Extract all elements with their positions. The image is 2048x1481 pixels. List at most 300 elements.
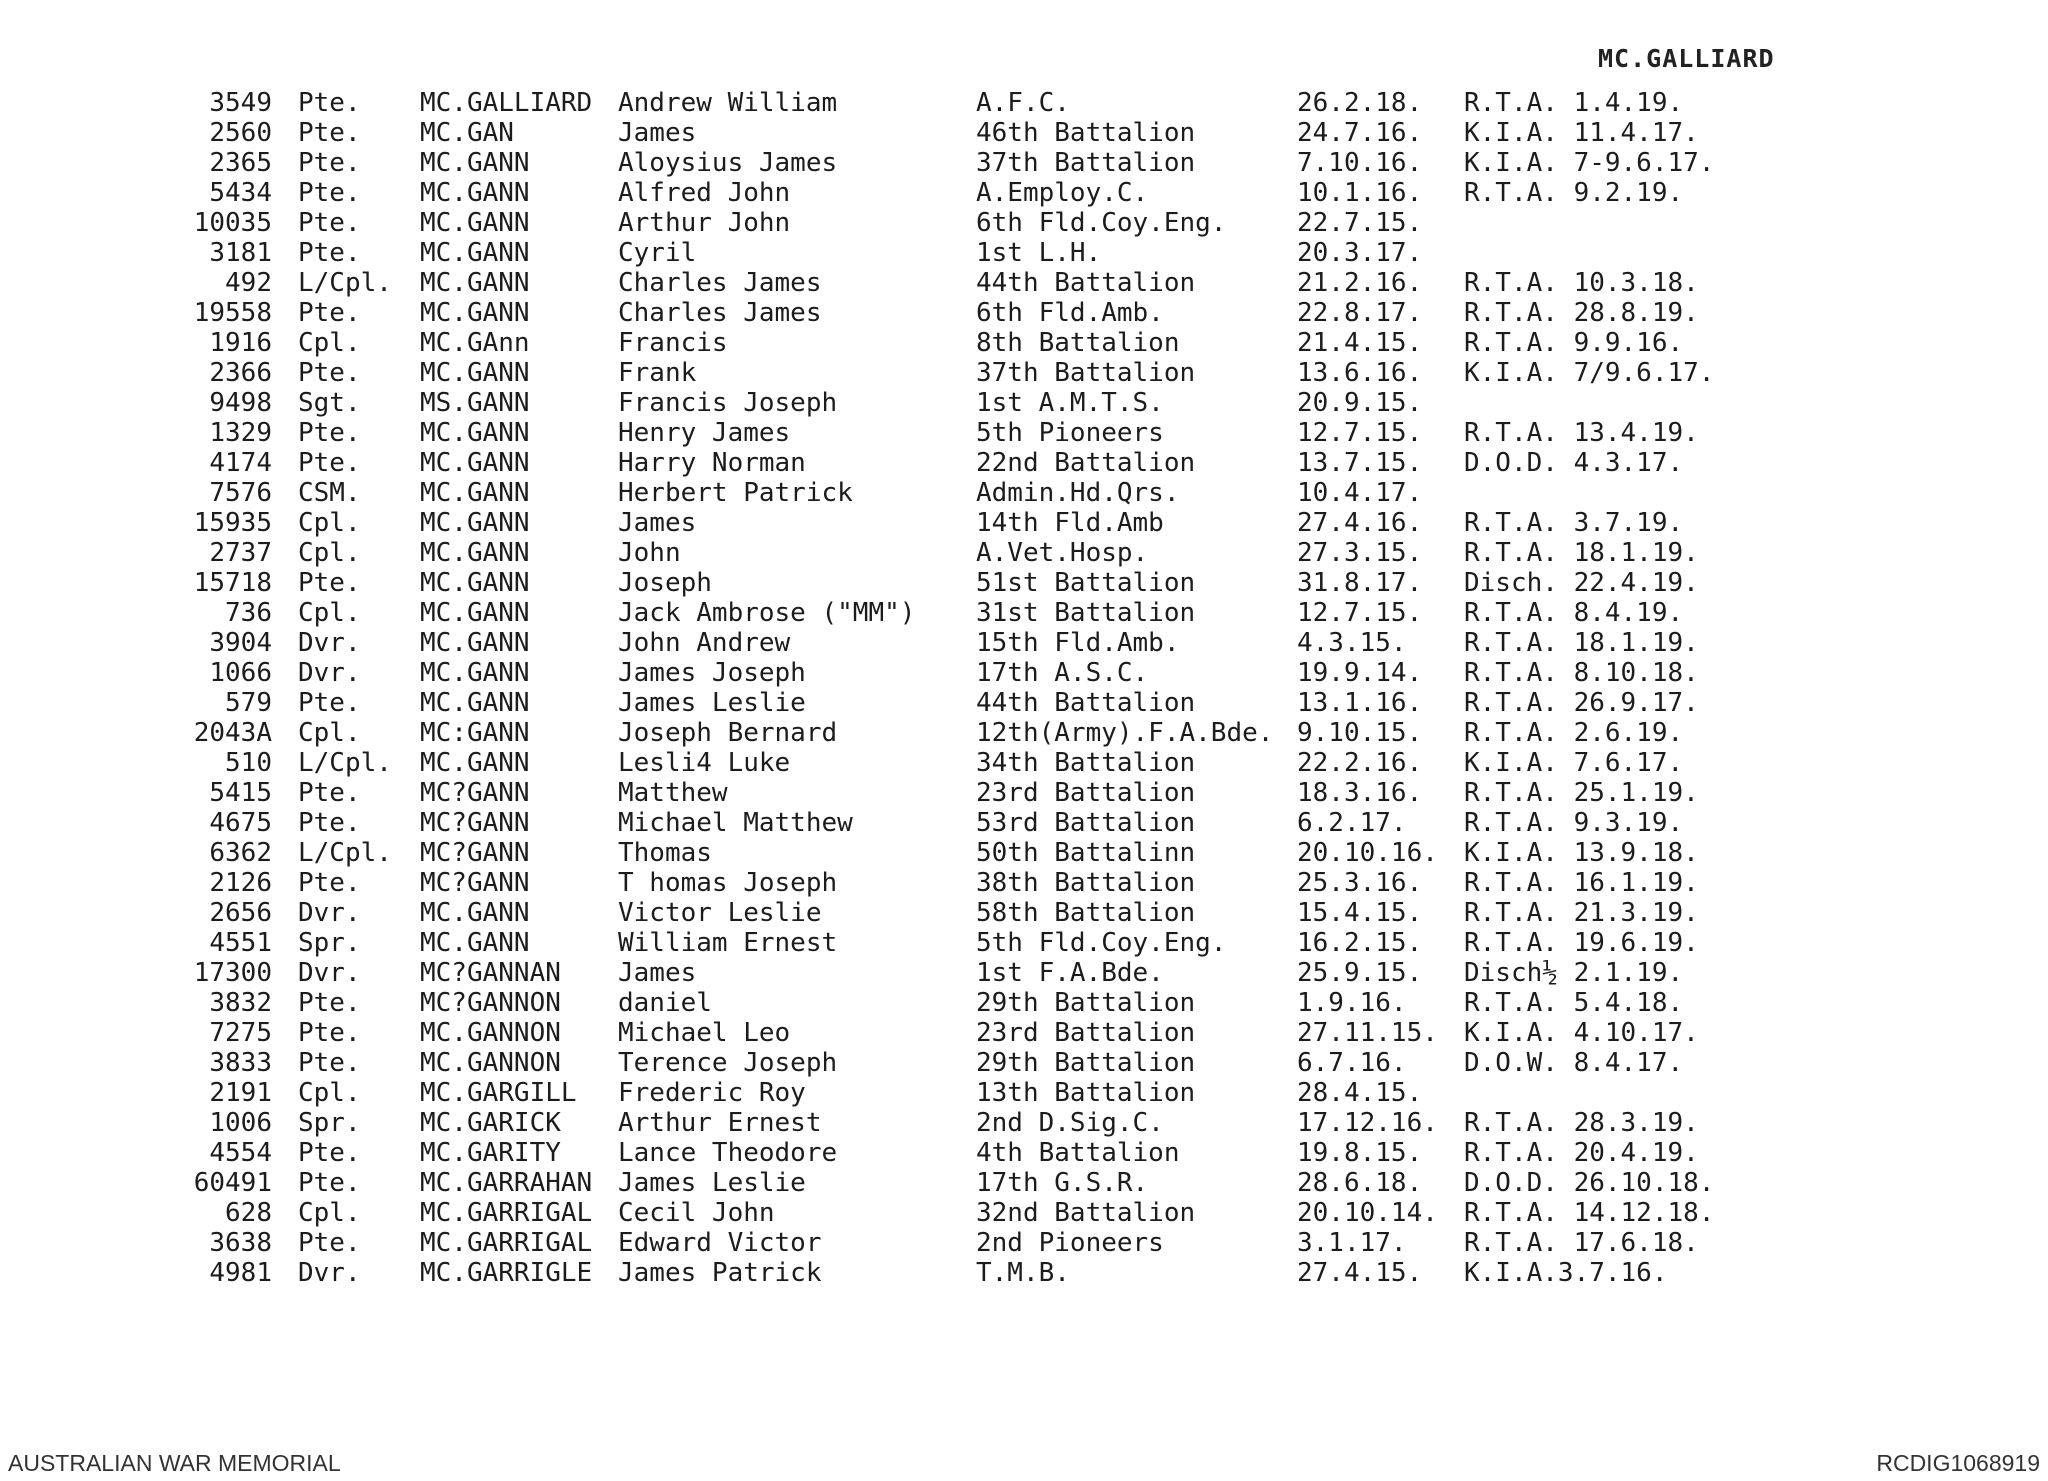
rank: Pte. [298,208,361,238]
roll-row [0,478,2048,508]
unit: 13th Battalion [976,1078,1196,1108]
rank: Pte. [298,178,361,208]
enlistment-date: 6.2.17. [1297,808,1407,838]
given-names: T homas Joseph [618,868,838,898]
given-names: Francis [618,328,728,358]
given-names: Michael Matthew [618,808,853,838]
fate: R.T.A. 5.4.18. [1464,988,1684,1018]
unit: 17th G.S.R. [976,1168,1149,1198]
unit: 44th Battalion [976,688,1196,718]
roll-row [0,598,2048,628]
given-names: James [618,958,697,988]
given-names: Henry James [618,418,791,448]
enlistment-date: 19.8.15. [1297,1138,1423,1168]
surname: MC.GARRIGAL [420,1198,593,1228]
unit: 14th Fld.Amb [976,508,1164,538]
fate: R.T.A. 25.1.19. [1464,778,1699,808]
roll-row [0,988,2048,1018]
unit: 1st L.H. [976,238,1102,268]
surname: MC.GANN [420,568,530,598]
rank: CSM. [298,478,361,508]
rank: Pte. [298,238,361,268]
surname: MC.GANN [420,208,530,238]
surname: MC.GANN [420,658,530,688]
roll-row [0,1198,2048,1228]
given-names: James Patrick [618,1258,822,1288]
roll-row [0,1018,2048,1048]
roll-row [0,898,2048,928]
service-number: 2126 [209,868,272,898]
unit: 51st Battalion [976,568,1196,598]
service-number: 1006 [209,1108,272,1138]
service-number: 2191 [209,1078,272,1108]
enlistment-date: 25.9.15. [1297,958,1423,988]
surname: MC.GALLIARD [420,88,593,118]
rank: Pte. [298,1048,361,1078]
given-names: Harry Norman [618,448,806,478]
unit: Admin.Hd.Qrs. [976,478,1180,508]
unit: 53rd Battalion [976,808,1196,838]
service-number: 3181 [209,238,272,268]
enlistment-date: 1.9.16. [1297,988,1407,1018]
roll-row [0,1078,2048,1108]
service-number: 3638 [209,1228,272,1258]
nominal-roll [0,88,2048,1318]
enlistment-date: 20.10.14. [1297,1198,1438,1228]
surname: MC.GARRIGLE [420,1258,593,1288]
unit: 44th Battalion [976,268,1196,298]
given-names: Arthur John [618,208,791,238]
roll-row [0,298,2048,328]
service-number: 4554 [209,1138,272,1168]
given-names: John Andrew [618,628,791,658]
fate: R.T.A. 18.1.19. [1464,628,1699,658]
roll-row [0,658,2048,688]
surname: MC.GANN [420,148,530,178]
surname: MC.GANN [420,928,530,958]
unit: 50th Battalinn [976,838,1196,868]
roll-row [0,508,2048,538]
roll-row [0,1258,2048,1288]
rank: L/Cpl. [298,268,392,298]
unit: 2nd D.Sig.C. [976,1108,1164,1138]
enlistment-date: 16.2.15. [1297,928,1423,958]
fate: R.T.A. 3.7.19. [1464,508,1684,538]
unit: 2nd Pioneers [976,1228,1164,1258]
given-names: Thomas [618,838,712,868]
given-names: Joseph Bernard [618,718,838,748]
roll-row [0,268,2048,298]
surname: MC.GANN [420,598,530,628]
enlistment-date: 10.4.17. [1297,478,1423,508]
unit: 23rd Battalion [976,1018,1196,1048]
surname: MC?GANNAN [420,958,561,988]
roll-row [0,328,2048,358]
unit: 58th Battalion [976,898,1196,928]
roll-row [0,418,2048,448]
service-number: 1916 [209,328,272,358]
rank: Pte. [298,448,361,478]
surname: MC?GANN [420,778,530,808]
service-number: 492 [225,268,272,298]
fate: R.T.A. 14.12.18. [1464,1198,1715,1228]
given-names: Herbert Patrick [618,478,853,508]
service-number: 579 [225,688,272,718]
fate: R.T.A. 9.2.19. [1464,178,1684,208]
roll-row [0,748,2048,778]
enlistment-date: 17.12.16. [1297,1108,1438,1138]
unit: 12th(Army).F.A.Bde. [976,718,1274,748]
fate: R.T.A. 9.3.19. [1464,808,1684,838]
enlistment-date: 13.1.16. [1297,688,1423,718]
unit: 37th Battalion [976,358,1196,388]
enlistment-date: 12.7.15. [1297,598,1423,628]
rank: Cpl. [298,718,361,748]
enlistment-date: 12.7.15. [1297,418,1423,448]
fate: R.T.A. 20.4.19. [1464,1138,1699,1168]
enlistment-date: 22.2.16. [1297,748,1423,778]
given-names: Cyril [618,238,697,268]
service-number: 2656 [209,898,272,928]
surname: MC.GANN [420,898,530,928]
enlistment-date: 6.7.16. [1297,1048,1407,1078]
service-number: 19558 [193,298,272,328]
rank: Pte. [298,568,361,598]
unit: 46th Battalion [976,118,1196,148]
rank: Pte. [298,298,361,328]
fate: R.T.A. 10.3.18. [1464,268,1699,298]
roll-row [0,1168,2048,1198]
service-number: 1066 [209,658,272,688]
rank: Pte. [298,118,361,148]
enlistment-date: 15.4.15. [1297,898,1423,928]
surname: MC.GANN [420,448,530,478]
unit: 17th A.S.C. [976,658,1149,688]
fate: K.I.A. 7-9.6.17. [1464,148,1715,178]
archive-credit: AUSTRALIAN WAR MEMORIAL [8,1450,341,1476]
given-names: John [618,538,681,568]
enlistment-date: 27.4.16. [1297,508,1423,538]
enlistment-date: 18.3.16. [1297,778,1423,808]
rank: Dvr. [298,898,361,928]
service-number: 510 [225,748,272,778]
fate: R.T.A. 2.6.19. [1464,718,1684,748]
service-number: 2043A [193,718,272,748]
fate: R.T.A. 26.9.17. [1464,688,1699,718]
unit: 1st F.A.Bde. [976,958,1164,988]
roll-row [0,688,2048,718]
service-number: 736 [225,598,272,628]
fate: R.T.A. 28.8.19. [1464,298,1699,328]
enlistment-date: 21.2.16. [1297,268,1423,298]
given-names: Edward Victor [618,1228,822,1258]
given-names: Michael Leo [618,1018,791,1048]
service-number: 3833 [209,1048,272,1078]
unit: 5th Pioneers [976,418,1164,448]
unit: A.Employ.C. [976,178,1149,208]
roll-row [0,238,2048,268]
roll-row [0,868,2048,898]
unit: 22nd Battalion [976,448,1196,478]
rank: Pte. [298,1138,361,1168]
rank: Dvr. [298,1258,361,1288]
rank: Sgt. [298,388,361,418]
rank: Cpl. [298,1078,361,1108]
surname-index-header: MC.GALLIARD [1598,44,1775,73]
service-number: 15718 [193,568,272,598]
given-names: Terence Joseph [618,1048,838,1078]
surname: MC.GANN [420,268,530,298]
roll-row [0,118,2048,148]
enlistment-date: 31.8.17. [1297,568,1423,598]
fate: R.T.A. 28.3.19. [1464,1108,1699,1138]
unit: 38th Battalion [976,868,1196,898]
surname: MC?GANN [420,808,530,838]
enlistment-date: 3.1.17. [1297,1228,1407,1258]
rank: L/Cpl. [298,838,392,868]
given-names: William Ernest [618,928,838,958]
enlistment-date: 26.2.18. [1297,88,1423,118]
rank: Pte. [298,1018,361,1048]
roll-row [0,1108,2048,1138]
enlistment-date: 13.7.15. [1297,448,1423,478]
service-number: 4551 [209,928,272,958]
roll-row [0,778,2048,808]
enlistment-date: 21.4.15. [1297,328,1423,358]
rank: Pte. [298,358,361,388]
rank: Pte. [298,688,361,718]
given-names: Andrew William [618,88,838,118]
unit: A.Vet.Hosp. [976,538,1149,568]
surname: MC:GANN [420,718,530,748]
surname: MC.GANN [420,358,530,388]
surname: MC.GANNON [420,1018,561,1048]
roll-row [0,448,2048,478]
rank: Pte. [298,88,361,118]
fate: R.T.A. 8.4.19. [1464,598,1684,628]
enlistment-date: 9.10.15. [1297,718,1423,748]
fate: R.T.A. 9.9.16. [1464,328,1684,358]
surname: MC.GANN [420,508,530,538]
fate: K.I.A. 7/9.6.17. [1464,358,1715,388]
roll-row [0,1228,2048,1258]
surname: MC.GANN [420,238,530,268]
rank: Pte. [298,148,361,178]
given-names: Alfred John [618,178,791,208]
unit: 6th Fld.Amb. [976,298,1164,328]
rank: Cpl. [298,538,361,568]
surname: MC.GANN [420,688,530,718]
fate: K.I.A. 11.4.17. [1464,118,1699,148]
service-number: 5434 [209,178,272,208]
given-names: James [618,508,697,538]
unit: 29th Battalion [976,1048,1196,1078]
unit: T.M.B. [976,1258,1070,1288]
given-names: James Leslie [618,688,806,718]
given-names: Frank [618,358,697,388]
enlistment-date: 10.1.16. [1297,178,1423,208]
roll-row [0,148,2048,178]
fate: D.O.D. 26.10.18. [1464,1168,1715,1198]
enlistment-date: 19.9.14. [1297,658,1423,688]
fate: R.T.A. 17.6.18. [1464,1228,1699,1258]
unit: 6th Fld.Coy.Eng. [976,208,1227,238]
service-number: 4675 [209,808,272,838]
fate: K.I.A. 7.6.17. [1464,748,1684,778]
given-names: Charles James [618,298,822,328]
given-names: Joseph [618,568,712,598]
fate: R.T.A. 13.4.19. [1464,418,1699,448]
service-number: 6362 [209,838,272,868]
service-number: 1329 [209,418,272,448]
enlistment-date: 27.3.15. [1297,538,1423,568]
surname: MC.GANN [420,538,530,568]
surname: MC?GANNON [420,988,561,1018]
rank: Cpl. [298,508,361,538]
fate: R.T.A. 16.1.19. [1464,868,1699,898]
surname: MC.GANN [420,298,530,328]
unit: 4th Battalion [976,1138,1180,1168]
surname: MS.GANN [420,388,530,418]
roll-row [0,178,2048,208]
rank: L/Cpl. [298,748,392,778]
surname: MC.GANN [420,748,530,778]
service-number: 15935 [193,508,272,538]
given-names: Victor Leslie [618,898,822,928]
service-number: 3549 [209,88,272,118]
given-names: Arthur Ernest [618,1108,822,1138]
fate: Disch½ 2.1.19. [1464,958,1684,988]
fate: D.O.D. 4.3.17. [1464,448,1684,478]
enlistment-date: 28.6.18. [1297,1168,1423,1198]
roll-row [0,958,2048,988]
enlistment-date: 13.6.16. [1297,358,1423,388]
enlistment-date: 20.3.17. [1297,238,1423,268]
unit: 34th Battalion [976,748,1196,778]
fate: K.I.A. 4.10.17. [1464,1018,1699,1048]
fate: R.T.A. 19.6.19. [1464,928,1699,958]
fate: K.I.A.3.7.16. [1464,1258,1668,1288]
given-names: James Joseph [618,658,806,688]
roll-row [0,208,2048,238]
unit: 29th Battalion [976,988,1196,1018]
fate: Disch. 22.4.19. [1464,568,1699,598]
unit: 5th Fld.Coy.Eng. [976,928,1227,958]
given-names: Cecil John [618,1198,775,1228]
unit: 1st A.M.T.S. [976,388,1164,418]
roll-row [0,808,2048,838]
surname: MC.GAN [420,118,514,148]
roll-row [0,838,2048,868]
service-number: 7275 [209,1018,272,1048]
surname: MC.GARITY [420,1138,561,1168]
service-number: 7576 [209,478,272,508]
roll-row [0,718,2048,748]
enlistment-date: 20.10.16. [1297,838,1438,868]
unit: 8th Battalion [976,328,1180,358]
rank: Pte. [298,418,361,448]
rank: Cpl. [298,598,361,628]
enlistment-date: 22.8.17. [1297,298,1423,328]
roll-row [0,1048,2048,1078]
roll-row [0,628,2048,658]
given-names: Jack Ambrose ("MM") [618,598,916,628]
fate: R.T.A. 21.3.19. [1464,898,1699,928]
given-names: Lance Theodore [618,1138,838,1168]
enlistment-date: 25.3.16. [1297,868,1423,898]
rank: Spr. [298,928,361,958]
surname: MC.GAnn [420,328,530,358]
rank: Pte. [298,778,361,808]
service-number: 17300 [193,958,272,988]
given-names: Matthew [618,778,728,808]
surname: MC?GANN [420,838,530,868]
given-names: James Leslie [618,1168,806,1198]
rank: Pte. [298,868,361,898]
unit: 15th Fld.Amb. [976,628,1180,658]
enlistment-date: 24.7.16. [1297,118,1423,148]
rank: Pte. [298,988,361,1018]
roll-row [0,388,2048,418]
service-number: 2560 [209,118,272,148]
unit: 31st Battalion [976,598,1196,628]
roll-row [0,568,2048,598]
rank: Pte. [298,808,361,838]
enlistment-date: 7.10.16. [1297,148,1423,178]
reference-code: RCDIG1068919 [1876,1450,2040,1476]
service-number: 4981 [209,1258,272,1288]
rank: Cpl. [298,1198,361,1228]
unit: 37th Battalion [976,148,1196,178]
rank: Cpl. [298,328,361,358]
fate: K.I.A. 13.9.18. [1464,838,1699,868]
service-number: 2365 [209,148,272,178]
unit: 23rd Battalion [976,778,1196,808]
surname: MC.GANN [420,478,530,508]
roll-row [0,1138,2048,1168]
given-names: Francis Joseph [618,388,838,418]
service-number: 60491 [193,1168,272,1198]
unit: A.F.C. [976,88,1070,118]
surname: MC.GARRAHAN [420,1168,593,1198]
service-number: 9498 [209,388,272,418]
roll-row [0,538,2048,568]
surname: MC.GANN [420,178,530,208]
surname: MC.GARGILL [420,1078,577,1108]
service-number: 10035 [193,208,272,238]
fate: R.T.A. 18.1.19. [1464,538,1699,568]
rank: Pte. [298,1228,361,1258]
given-names: James [618,118,697,148]
given-names: Aloysius James [618,148,838,178]
rank: Pte. [298,1168,361,1198]
enlistment-date: 4.3.15. [1297,628,1407,658]
rank: Dvr. [298,658,361,688]
roll-row [0,928,2048,958]
surname: MC?GANN [420,868,530,898]
service-number: 5415 [209,778,272,808]
surname: MC.GANN [420,418,530,448]
enlistment-date: 27.4.15. [1297,1258,1423,1288]
rank: Dvr. [298,958,361,988]
service-number: 2737 [209,538,272,568]
roll-row [0,358,2048,388]
enlistment-date: 20.9.15. [1297,388,1423,418]
service-number: 628 [225,1198,272,1228]
given-names: Frederic Roy [618,1078,806,1108]
service-number: 3832 [209,988,272,1018]
rank: Spr. [298,1108,361,1138]
